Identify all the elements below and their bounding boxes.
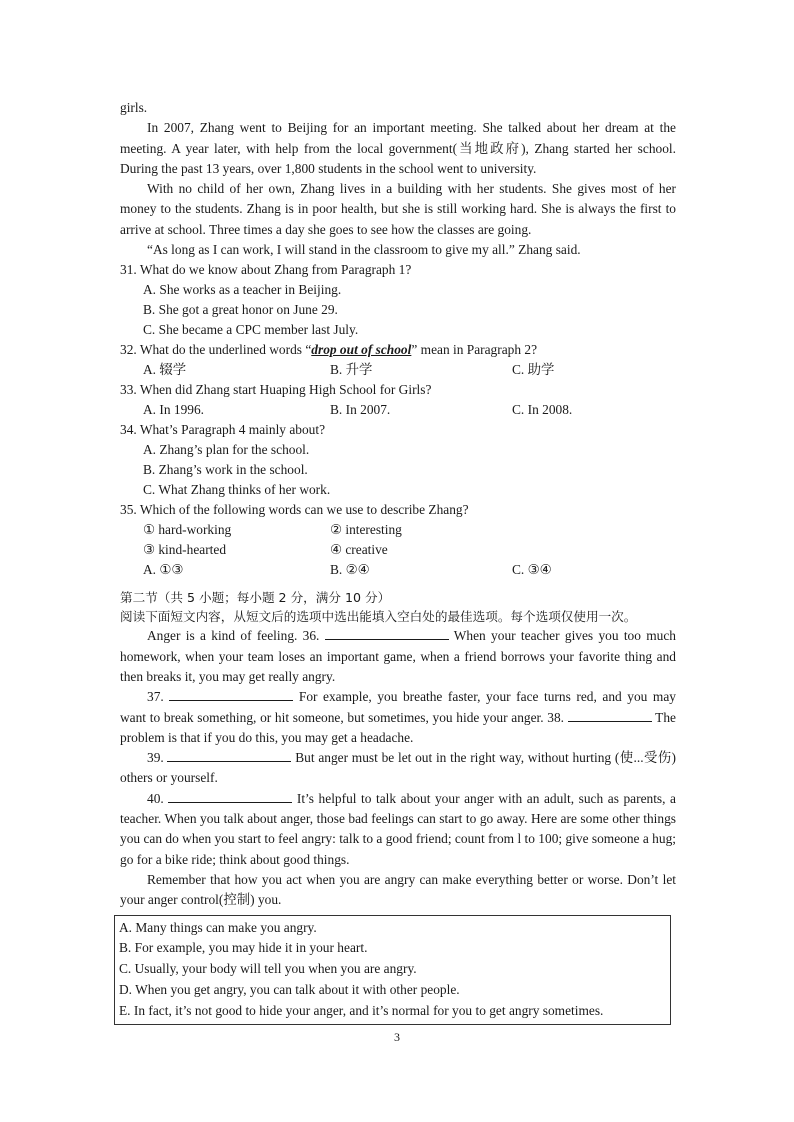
option-33c: C. In 2008. [512, 402, 573, 418]
question-31: 31. What do we know about Zhang from Paragraph 1? [120, 262, 412, 278]
option-31b: B. She got a great honor on June 29. [143, 302, 338, 318]
option-34b: B. Zhang’s work in the school. [143, 462, 308, 478]
words-35-row1 [120, 520, 676, 540]
word-2: ② interesting [330, 522, 402, 538]
passage-paragraph: With no child of her own, Zhang lives in a building with her students. She gives most of her money to the students. Zhang is in poor health, but she is still working hard. She is always the first to arrive at school. Three times a day she goes to see how the classes are going. [120, 181, 676, 237]
words-35-row2 [120, 540, 676, 560]
question-34: 34. What’s Paragraph 4 mainly about? [120, 422, 326, 438]
option-D: D. When you get angry, you can talk about it with other people. [119, 981, 460, 997]
cloze-paragraph-3: 39. But anger must be let out in the right way, without hurting (使...受伤) others or yourself. [120, 750, 676, 786]
page-content [120, 98, 676, 1025]
page-number: 3 [394, 1030, 400, 1044]
blank-38[interactable] [568, 708, 652, 722]
option-35b: B. ②④ [330, 562, 370, 578]
cloze-paragraph-4: 40. It’s helpful to talk about your anger with an adult, such as parents, a teacher. When you talk about anger, those bad feelings can start to go away. Here are some other things you can do when you start to feel angry: talk to a good friend; count from l to 100; give someone a hug; go for a bike ride; think about good things. [120, 790, 676, 867]
blank-37[interactable] [169, 687, 293, 701]
underlined-phrase: drop out of school [311, 342, 412, 358]
option-33b: B. In 2007. [330, 402, 391, 418]
options-33 [120, 400, 676, 420]
word-3: ③ kind-hearted [143, 542, 227, 558]
option-34c: C. What Zhang thinks of her work. [143, 482, 331, 498]
cloze-paragraph-2: 37. For example, you breathe faster, your face turns red, and you may want to break something, or hit someone, but sometimes, you hide your anger. 38. The problem is that if you do this, you may get a headache. [120, 689, 676, 745]
option-32c: C. 助学 [512, 362, 555, 378]
question-35: 35. Which of the following words can we use to describe Zhang? [120, 502, 469, 518]
options-32 [120, 360, 676, 380]
option-34a: A. Zhang’s plan for the school. [143, 442, 310, 458]
cloze-paragraph-5: Remember that how you act when you are angry can make everything better or worse. Don’t let your anger control(控制) you. [120, 871, 676, 908]
word-4: ④ creative [330, 542, 388, 558]
word-1: ① hard-working [143, 522, 232, 538]
options-35 [120, 560, 676, 580]
option-32b: B. 升学 [330, 362, 373, 378]
passage-paragraph: “As long as I can work, I will stand in the classroom to give my all.” Zhang said. [147, 242, 581, 258]
passage-continuation: girls. [120, 100, 148, 115]
option-E: E. In fact, it’s not good to hide your anger, and it’s normal for you to get angry sometimes. [119, 1002, 604, 1018]
option-B: B. For example, you may hide it in your heart. [119, 940, 368, 956]
option-35a: A. ①③ [143, 562, 184, 578]
section-title: 第二节（共 5 小题；每小题 2 分，满分 10 分） [120, 590, 391, 606]
option-32a: A. 辍学 [143, 362, 187, 378]
option-35c: C. ③④ [512, 562, 552, 578]
question-32: 32. What do the underlined words “drop out of school” mean in Paragraph 2? [120, 342, 538, 358]
option-31c: C. She became a CPC member last July. [143, 322, 359, 338]
blank-40[interactable] [168, 789, 292, 803]
question-33: 33. When did Zhang start Huaping High School for Girls? [120, 382, 432, 398]
blank-39[interactable] [167, 748, 291, 762]
blank-36[interactable] [325, 626, 449, 640]
options-box [114, 915, 671, 1025]
option-C: C. Usually, your body will tell you when you are angry. [119, 961, 417, 977]
section-instructions: 阅读下面短文内容，从短文后的选项中选出能填入空白处的最佳选项。每个选项仅使用一次。 [120, 609, 637, 625]
option-33a: A. In 1996. [143, 402, 204, 418]
option-A: A. Many things can make you angry. [119, 919, 317, 935]
cloze-paragraph-1: Anger is a kind of feeling. 36. When your teacher gives you too much homework, when your team loses an important game, when a friend borrows your favorite thing and then breaks it, you may get really angry. [120, 628, 676, 684]
passage-paragraph: In 2007, Zhang went to Beijing for an important meeting. She talked about her dream at the meeting. A year later, with help from the local government(当地政府), Zhang started her school. During the past 13 years, over 1,800 students in the school went to university. [120, 120, 676, 176]
option-31a: A. She works as a teacher in Beijing. [143, 282, 342, 298]
